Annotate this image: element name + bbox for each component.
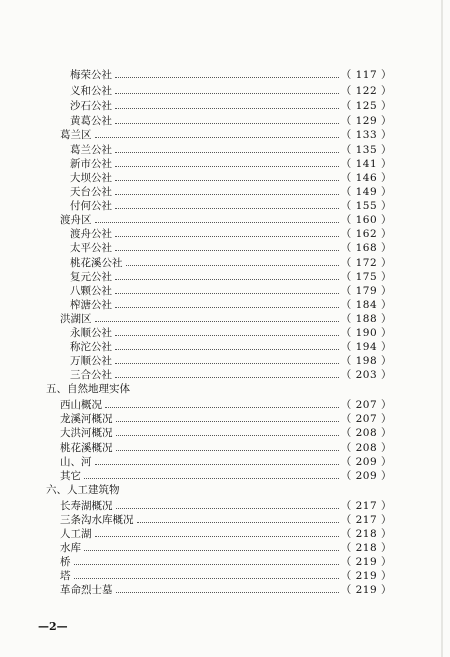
toc-entry — [60, 411, 392, 425]
toc-entry-label: 大坝公社 — [70, 172, 112, 184]
toc-entry — [60, 540, 392, 554]
dot-leader — [115, 306, 339, 308]
toc-entry — [60, 554, 392, 568]
toc-entry-page: （ 217 ） — [340, 500, 392, 512]
toc-entry-page: （ 217 ） — [340, 514, 392, 526]
toc-entry — [70, 198, 392, 212]
toc-entry — [70, 240, 392, 254]
toc-entry-label: 渡舟公社 — [70, 228, 112, 240]
dot-leader — [115, 207, 339, 209]
section-heading: 六、人工建筑物 — [46, 484, 120, 496]
dot-leader — [115, 348, 339, 350]
toc-entry-page: （ 160 ） — [340, 214, 392, 226]
toc-entry-label: 八颗公社 — [70, 285, 112, 297]
toc-entry-page: （ 184 ） — [340, 299, 392, 311]
dot-leader — [95, 320, 339, 322]
toc-entry — [70, 226, 392, 240]
toc-entry-label: 万顺公社 — [70, 355, 112, 367]
dot-leader — [116, 434, 339, 436]
toc-entry-label: 梅荣公社 — [70, 69, 112, 81]
toc-entry-page: （ 122 ） — [340, 85, 392, 97]
toc-entry-label: 永顺公社 — [70, 327, 112, 339]
toc-entry-label: 沙石公社 — [70, 100, 112, 112]
dot-leader — [105, 406, 339, 408]
toc-entry-page: （ 219 ） — [340, 570, 392, 582]
dot-leader — [115, 179, 339, 181]
toc-entry-page: （ 188 ） — [340, 313, 392, 325]
dot-leader — [115, 107, 339, 109]
toc-entry-label: 称沱公社 — [70, 341, 112, 353]
toc-entry-page: （ 155 ） — [340, 200, 392, 212]
dot-leader — [116, 591, 339, 593]
toc-entry — [60, 397, 392, 411]
toc-entry — [60, 512, 392, 526]
toc-entry-label: 天台公社 — [70, 186, 112, 198]
toc-entry-page: （ 125 ） — [340, 100, 392, 112]
dot-leader — [126, 264, 339, 266]
page-number: —2— — [38, 620, 68, 633]
toc-entry-page: （ 162 ） — [340, 228, 392, 240]
dot-leader — [95, 463, 339, 465]
toc-entry-label: 三合公社 — [70, 369, 112, 381]
toc-entry — [70, 170, 392, 184]
dot-leader — [116, 420, 339, 422]
toc-entry-page: （ 194 ） — [340, 341, 392, 353]
toc-entry-label: 革命烈士墓 — [60, 584, 113, 596]
dot-leader — [115, 193, 339, 195]
dot-leader — [116, 507, 339, 509]
toc-entry-label: 桃花溪公社 — [70, 257, 123, 269]
toc-entry-page: （ 179 ） — [340, 285, 392, 297]
toc-entry-page: （ 168 ） — [340, 242, 392, 254]
toc-entry — [70, 255, 392, 269]
toc-entry — [70, 184, 392, 198]
toc-entry-page: （ 208 ） — [340, 442, 392, 454]
toc-entry — [60, 568, 392, 582]
toc-entry — [60, 468, 392, 482]
toc-entry-label: 桃花溪概况 — [60, 442, 113, 454]
toc-district-entry — [60, 127, 392, 141]
toc-entry-page: （ 117 ） — [340, 69, 392, 81]
toc-entry — [60, 582, 392, 596]
toc-entry — [70, 156, 392, 170]
toc-entry-page: （ 218 ） — [340, 528, 392, 540]
toc-entry-label: 龙溪河概况 — [60, 413, 113, 425]
toc-district-entry — [60, 212, 392, 226]
toc-entry-page: （ 172 ） — [340, 257, 392, 269]
toc-entry — [70, 325, 392, 339]
toc-entry-label: 洪湖区 — [60, 313, 92, 325]
toc-entry-label: 长寿湖概况 — [60, 500, 113, 512]
toc-entry — [60, 440, 392, 454]
toc-entry-page: （ 219 ） — [340, 556, 392, 568]
toc-entry-label: 复元公社 — [70, 271, 112, 283]
dot-leader — [115, 122, 339, 124]
toc-entry-page: （ 207 ） — [340, 413, 392, 425]
toc-entry — [70, 367, 392, 381]
toc-entry — [70, 113, 392, 127]
toc-entry-page: （ 129 ） — [340, 115, 392, 127]
dot-leader — [74, 577, 339, 579]
toc-entry-page: （ 203 ） — [340, 369, 392, 381]
toc-entry — [70, 98, 392, 112]
toc-entry-label: 西山概况 — [60, 399, 102, 411]
toc-entry-label: 人工湖 — [60, 528, 92, 540]
dot-leader — [115, 362, 339, 364]
toc-entry-page: （ 198 ） — [340, 355, 392, 367]
page-edge-shadow — [441, 0, 443, 657]
toc-entry-page: （ 133 ） — [340, 129, 392, 141]
dot-leader — [95, 136, 339, 138]
dot-leader — [115, 235, 339, 237]
toc-entry — [70, 142, 392, 156]
toc-entry-page: （ 208 ） — [340, 427, 392, 439]
toc-entry-label: 桥 — [60, 556, 71, 568]
toc-entry-page: （ 209 ） — [340, 456, 392, 468]
toc-entry-label: 渡舟区 — [60, 214, 92, 226]
toc-entry-label: 大洪河概况 — [60, 427, 113, 439]
toc-entry-page: （ 175 ） — [340, 271, 392, 283]
dot-leader — [115, 334, 339, 336]
dot-leader — [115, 292, 339, 294]
toc-entry-label: 山、河 — [60, 456, 92, 468]
dot-leader — [95, 535, 339, 537]
dot-leader — [115, 249, 339, 251]
dot-leader — [84, 549, 339, 551]
toc-entry-label: 三条沟水库概况 — [60, 514, 134, 526]
toc-entry-label: 其它 — [60, 470, 81, 482]
dot-leader — [116, 449, 339, 451]
dot-leader — [115, 76, 339, 78]
dot-leader — [115, 165, 339, 167]
toc-entry-label: 葛兰区 — [60, 129, 92, 141]
dot-leader — [95, 221, 339, 223]
toc-entry-label: 义和公社 — [70, 85, 112, 97]
section-heading: 五、自然地理实体 — [46, 383, 130, 395]
toc-entry — [60, 526, 392, 540]
dot-leader — [115, 151, 339, 153]
toc-entry-page: （ 149 ） — [340, 186, 392, 198]
toc-district-entry — [60, 311, 392, 325]
toc-entry — [70, 83, 392, 97]
toc-entry-label: 葛兰公社 — [70, 144, 112, 156]
toc-entry — [70, 297, 392, 311]
toc-entry-page: （ 135 ） — [340, 144, 392, 156]
dot-leader — [115, 278, 339, 280]
toc-entry-page: （ 209 ） — [340, 470, 392, 482]
toc-entry — [70, 353, 392, 367]
toc-entry — [60, 498, 392, 512]
toc-entry — [60, 425, 392, 439]
toc-entry-page: （ 219 ） — [340, 584, 392, 596]
toc-entry-label: 太平公社 — [70, 242, 112, 254]
toc-entry — [60, 454, 392, 468]
toc-entry-label: 新市公社 — [70, 158, 112, 170]
toc-entry — [70, 283, 392, 297]
toc-entry-label: 黄葛公社 — [70, 115, 112, 127]
toc-entry-page: （ 190 ） — [340, 327, 392, 339]
toc-entry-label: 付何公社 — [70, 200, 112, 212]
dot-leader — [115, 92, 339, 94]
toc-entry-page: （ 207 ） — [340, 399, 392, 411]
toc-entry — [70, 269, 392, 283]
toc-entry — [70, 67, 392, 81]
toc-entry-page: （ 141 ） — [340, 158, 392, 170]
toc-entry-label: 水库 — [60, 542, 81, 554]
dot-leader — [137, 521, 339, 523]
toc-entry — [70, 339, 392, 353]
dot-leader — [84, 477, 339, 479]
dot-leader — [74, 563, 339, 565]
toc-entry-page: （ 146 ） — [340, 172, 392, 184]
toc-entry-page: （ 218 ） — [340, 542, 392, 554]
toc-entry-label: 塔 — [60, 570, 71, 582]
dot-leader — [115, 376, 339, 378]
toc-entry-label: 榨溏公社 — [70, 299, 112, 311]
